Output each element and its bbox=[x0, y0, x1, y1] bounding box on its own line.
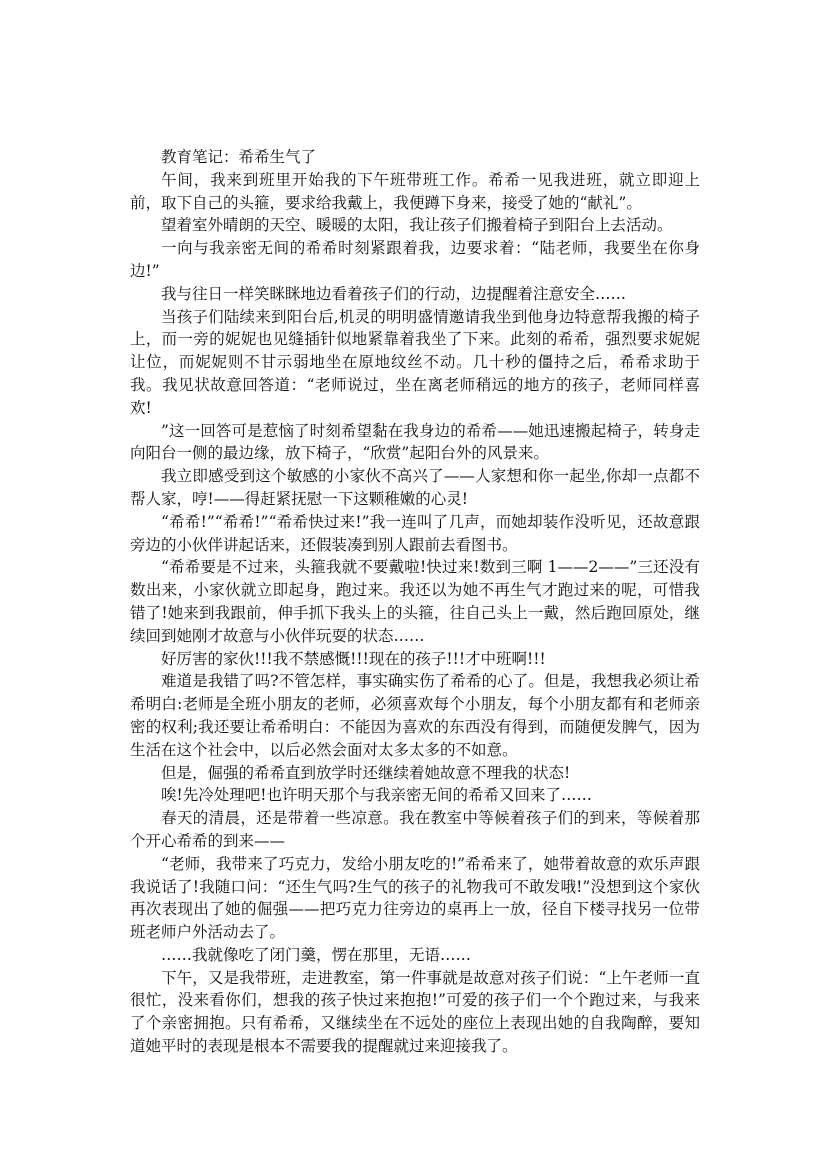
document-title: 教育笔记：希希生气了 bbox=[161, 148, 317, 166]
paragraph-1: 午间，我来到班里开始我的下午班带班工作。希希一见我进班，就立即迎上前，取下自己的头箍，要求给我戴上，我便蹲下身来，接受了她的“献礼”。 bbox=[130, 170, 700, 212]
paragraph-7: 我立即感受到这个敏感的小家伙不高兴了——人家想和你一起坐,你却一点都不帮人家，哼!——得赶紧抚慰一下这颗稚嫩的心灵! bbox=[130, 467, 700, 508]
paragraph-2: 望着室外晴朗的天空、暖暖的太阳，我让孩子们搬着椅子到阳台上去活动。 bbox=[161, 216, 673, 235]
paragraph-12: 但是，倔强的希希直到放学时还继续着她故意不理我的状态! bbox=[161, 763, 571, 782]
paragraph-11: 难道是我错了吗?不管怎样，事实确实伤了希希的心了。但是，我想我必须让希希明白:老师是全班小朋友的老师，必须喜欢每个小朋友，每个小朋友都有和老师亲密的权利;我还要让希希明白：不能因为喜欢的东西没有得到，而随便发脾气，因为生活在这个社会中，以后必然会面对太多太多的不如意。 bbox=[130, 672, 700, 759]
paragraph-15: “老师，我带来了巧克力，发给小朋友吃的!”希希来了，她带着故意的欢乐声跟我说话了!我随口问：“还生气吗?生气的孩子的礼物我可不敢发哦!”没想到这个家伙再次表现出了她的倔强——把巧克力往旁边的桌再上一放，径自下楼寻找另一位带班老师户外活动去了。 bbox=[130, 854, 700, 942]
paragraph-6: ”这一回答可是惹恼了时刻希望黏在我身边的希希——她迅速搬起椅子，转身走向阳台一侧的最边缘，放下椅子，“欣赏”起阳台外的风景来。 bbox=[130, 421, 700, 463]
paragraph-3: 一向与我亲密无间的希希时刻紧跟着我，边要求着：“陆老师，我要坐在你身边!” bbox=[130, 239, 700, 280]
paragraph-10: 好厉害的家伙!!!我不禁感慨!!!现在的孩子!!!才中班啊!!! bbox=[161, 649, 546, 668]
paragraph-16: ……我就像吃了闭门羹，愣在那里，无语…… bbox=[161, 945, 472, 964]
paragraph-5: 当孩子们陆续来到阳台后,机灵的明明盛情邀请我坐到他身边特意帮我搬的椅子上，而一旁的妮妮也见缝插针似地紧靠着我坐了下来。此刻的希希，强烈要求妮妮让位，而妮妮则不甘示弱地坐在原地纹丝不动。几十秒的僵持之后，希希求助于我。我见状故意回答道：“老师说过，坐在离老师稍远的地方的孩子，老师同样喜欢! bbox=[130, 307, 700, 417]
paragraph-9: “希希要是不过来，头箍我就不要戴啦!快过来!数到三啊 1——2——”三还没有数出来，小家伙就立即起身，跑过来。我还以为她不再生气才跑过来的呢，可惜我错了!她来到我跟前，伸手抓下我头上的头箍，往自己头上一戴，然后跑回原处，继续回到她刚才故意与小伙伴玩耍的状态…… bbox=[130, 558, 700, 645]
document-body bbox=[130, 146, 700, 1058]
paragraph-8: “希希!”“希希!”“希希快过来!”我一连叫了几声，而她却装作没听见，还故意跟旁边的小伙伴讲起话来，还假装凑到别人跟前去看图书。 bbox=[130, 512, 700, 554]
paragraph-4: 我与往日一样笑眯眯地边看着孩子们的行动，边提醒着注意安全…… bbox=[161, 284, 627, 303]
paragraph-17: 下午，又是我带班，走进教室，第一件事就是故意对孩子们说：“上午老师一直很忙，没来看你们，想我的孩子快过来抱抱!”可爱的孩子们一个个跑过来，与我来了个亲密拥抱。只有希希，又继续坐在不远处的座位上表现出她的自我陶醉，要知道她平时的表现是根本不需要我的提醒就过来迎接我了。 bbox=[130, 968, 700, 1056]
paragraph-13: 唉!先冷处理吧!也许明天那个与我亲密无间的希希又回来了…… bbox=[161, 786, 592, 805]
paragraph-14: 春天的清晨，还是带着一些凉意。我在教室中等候着孩子们的到来，等候着那个开心希希的到来—— bbox=[130, 809, 700, 850]
